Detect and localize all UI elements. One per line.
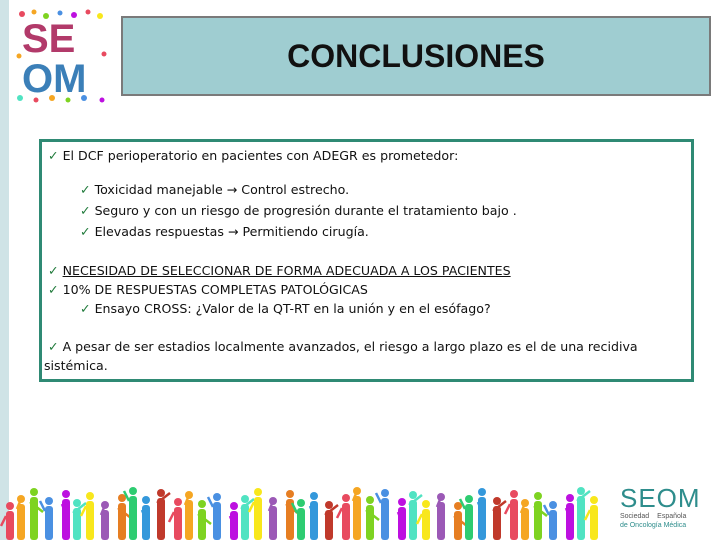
person-figure [185, 491, 193, 540]
person-figure [142, 496, 150, 540]
sub-point-3-text-b: Permitiendo cirugía. [242, 224, 369, 239]
point-1-text: El DCF perioperatorio en pacientes con ADEGR es prometedor: [62, 148, 459, 163]
person-figure [208, 493, 221, 540]
point-3 [48, 282, 368, 297]
point-4-continued [44, 358, 108, 373]
sub-point-1-text-b: Control estrecho. [241, 182, 350, 197]
person-figure [81, 492, 94, 540]
sub-point-1 [80, 182, 349, 197]
person-figure [30, 488, 43, 540]
conclusions-panel [39, 139, 694, 382]
logo-letters-top: SE [22, 17, 76, 61]
point-4 [48, 339, 638, 354]
sub-point-2 [80, 203, 517, 218]
point-2 [48, 263, 511, 278]
sub-point-1-text-a: Toxicidad manejable [94, 182, 223, 197]
person-figure [478, 488, 486, 540]
person-figure [417, 500, 430, 540]
person-figure [101, 501, 109, 540]
person-figure [325, 501, 338, 540]
page-title: CONCLUSIONES [287, 37, 545, 74]
person-figure [169, 498, 182, 540]
person-figure [198, 500, 211, 540]
check-icon: ✓ [80, 203, 91, 218]
person-figure [249, 488, 262, 540]
point-4-text-line2: sistémica. [44, 358, 108, 373]
sub-point-3-text-a: Elevadas respuestas [94, 224, 224, 239]
person-figure [521, 499, 529, 540]
check-icon: ✓ [48, 282, 59, 297]
point-3-text: 10% DE RESPUESTAS COMPLETAS PATOLÓGICAS [62, 282, 368, 297]
person-figure [1, 502, 14, 540]
person-figure [310, 492, 318, 540]
person-figure [534, 492, 547, 540]
title-banner [121, 16, 711, 96]
person-figure [437, 493, 445, 540]
person-figure [17, 495, 25, 540]
seom-logo [16, 8, 108, 104]
point-4-text-line1: A pesar de ser estadios localmente avanzados, el riesgo a largo plazo es el de una recidiva [62, 339, 638, 354]
footer-brand: SEOM [620, 483, 701, 513]
check-icon: ✓ [48, 263, 59, 278]
point-3-sub [80, 301, 491, 316]
footer-tagline-1: Sociedad [620, 513, 650, 520]
person-figure [493, 497, 506, 540]
check-icon: ✓ [80, 182, 91, 197]
person-figure [337, 494, 350, 540]
person-figure [269, 497, 277, 540]
person-figure [376, 489, 389, 540]
person-figure [241, 495, 254, 540]
footer-tagline-3: de Oncología Médica [620, 522, 687, 529]
footer-tagline-2: Española [657, 513, 687, 520]
arrow-right-icon: → [226, 182, 242, 197]
person-figure [73, 499, 86, 540]
person-figure [157, 489, 170, 540]
people-illustration [0, 482, 610, 540]
person-figure [230, 502, 238, 540]
person-figure [40, 497, 53, 540]
arrow-right-icon: → [227, 224, 243, 239]
check-icon: ✓ [80, 224, 91, 239]
person-figure [505, 490, 518, 540]
check-icon: ✓ [80, 301, 91, 316]
point-2-text: NECESIDAD DE SELECCIONAR DE FORMA ADECUADA A LOS PACIENTES [62, 263, 511, 278]
seom-footer-logo [620, 484, 715, 540]
logo-confetti [16, 8, 108, 104]
logo-letters-bottom: OM [22, 57, 87, 101]
person-figure [62, 490, 70, 540]
left-accent-strip [0, 0, 9, 540]
sub-point-3 [80, 224, 369, 239]
person-figure [585, 496, 598, 540]
person-figure [544, 501, 557, 540]
sub-point-2-text: Seguro y con un riesgo de progresión durante el tratamiento bajo . [94, 203, 517, 218]
person-figure [353, 487, 361, 540]
point-1 [48, 148, 458, 163]
person-figure [566, 494, 574, 540]
check-icon: ✓ [48, 148, 59, 163]
check-icon: ✓ [48, 339, 59, 354]
person-figure [366, 496, 379, 540]
people-figures [0, 482, 610, 540]
person-figure [398, 498, 406, 540]
point-3-sub-text: Ensayo CROSS: ¿Valor de la QT-RT en la unión y en el esófago? [94, 301, 491, 316]
